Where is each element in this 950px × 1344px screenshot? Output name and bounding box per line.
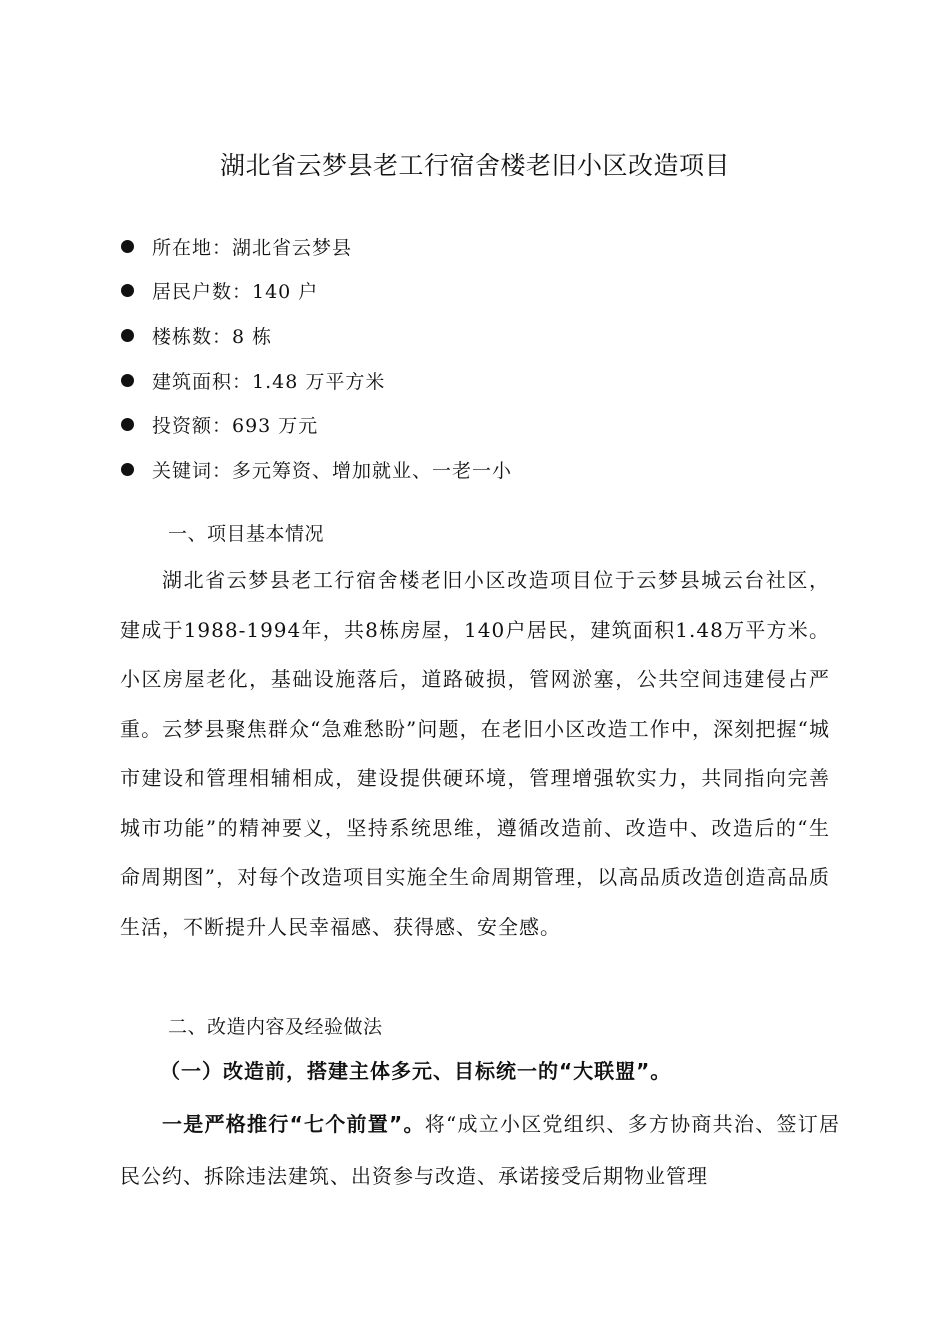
fact-location	[118, 224, 838, 269]
bullet-icon	[121, 374, 134, 387]
fact-investment	[118, 402, 838, 447]
bullet-icon	[121, 240, 134, 253]
bullet-icon	[121, 329, 134, 342]
fact-text: 建筑面积：1.48 万平方米	[152, 370, 386, 393]
paragraph-seven-preconditions	[120, 1098, 840, 1202]
section-heading-renovation: 二、改造内容及经验做法	[168, 1016, 383, 1038]
fact-buildings	[118, 313, 838, 358]
fact-households	[118, 269, 838, 314]
paragraph-text: 将“成立小区党组织、多方协商共治、签订居民公约、拆除违法建筑、出资参与改造、承诺接受后期物业管理	[120, 1112, 840, 1188]
bullet-icon	[121, 418, 134, 431]
document-title: 湖北省云梦县老工行宿舍楼老旧小区改造项目	[219, 151, 730, 180]
fact-text: 投资额：693 万元	[152, 415, 319, 438]
subsection-heading-before-renovation: （一）改造前，搭建主体多元、目标统一的“大联盟”。	[160, 1059, 672, 1083]
project-facts-list	[118, 224, 838, 492]
section-paragraph-basic-info: 湖北省云梦县老工行宿舍楼老旧小区改造项目位于云梦县城云台社区，建成于1988-1994年，共8栋房屋，140户居民，建筑面积1.48万平方米。小区房屋老化，基础设施落后，道路破损，管网淤塞，公共空间违建侵占严重。云梦县聚焦群众“急难愁盼”问题，在老旧小区改造工作中，深刻把握“城市建设和管理相辅相成，建设提供硬环境，管理增强软实力，共同指向完善城市功能”的精神要义，坚持系统思维，遵循改造前、改造中、改造后的“生命周期图”，对每个改造项目实施全生命周期管理，以高品质改造创造高品质生活，不断提升人民幸福感、获得感、安全感。	[120, 568, 830, 939]
paragraph-lead: 一是严格推行“七个前置”。	[162, 1112, 425, 1136]
bullet-icon	[121, 463, 134, 476]
fact-floor-area	[118, 358, 838, 403]
fact-text: 关键词：多元筹资、增加就业、一老一小	[152, 459, 513, 482]
fact-text: 楼栋数：8 栋	[152, 325, 273, 348]
fact-text: 所在地：湖北省云梦县	[152, 236, 353, 259]
fact-text: 居民户数：140 户	[152, 281, 319, 304]
section-heading-basic-info: 一、项目基本情况	[168, 523, 325, 545]
bullet-icon	[121, 284, 134, 297]
fact-keywords	[118, 447, 838, 492]
